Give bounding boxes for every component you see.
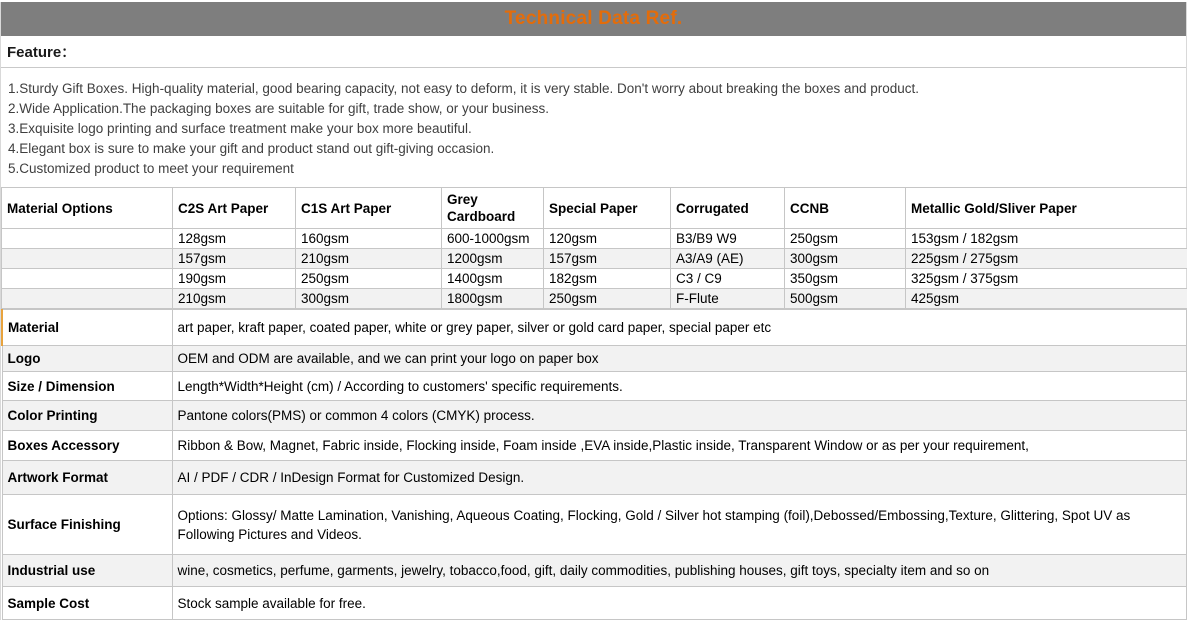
page-title: Technical Data Ref. <box>504 8 683 29</box>
table-cell: 1400gsm <box>442 269 544 289</box>
column-header-material-options: Material Options <box>2 188 173 229</box>
table-cell: 160gsm <box>296 229 442 249</box>
column-header-c1s-art-paper: C1S Art Paper <box>296 188 442 229</box>
table-cell: 350gsm <box>785 269 906 289</box>
table-row <box>2 229 1187 249</box>
table-cell: F-Flute <box>671 289 785 309</box>
spec-row-boxes-accessory <box>2 431 1187 461</box>
spec-label: Sample Cost <box>2 587 172 620</box>
column-header-c2s-art-paper: C2S Art Paper <box>173 188 296 229</box>
table-cell: 425gsm <box>906 289 1187 309</box>
table-cell: 210gsm <box>173 289 296 309</box>
table-cell: 157gsm <box>544 249 671 269</box>
spec-row-industrial-use <box>2 555 1187 587</box>
spec-value: Options: Glossy/ Matte Lamination, Vanishing, Aqueous Coating, Flocking, Gold / Silver hot stamping (foil),Debossed/Embossing,Texture, Glittering, Spot UV as Following Pictures and Videos. <box>172 495 1187 555</box>
column-header-grey-cardboard: Grey Cardboard <box>442 188 544 229</box>
table-cell: 190gsm <box>173 269 296 289</box>
spec-value: OEM and ODM are available, and we can print your logo on paper box <box>172 346 1187 372</box>
table-cell: A3/A9 (AE) <box>671 249 785 269</box>
spec-value: art paper, kraft paper, coated paper, white or grey paper, silver or gold card paper, special paper etc <box>172 310 1187 346</box>
feature-list <box>1 68 1186 187</box>
feature-heading: Feature： <box>1 36 1186 68</box>
table-row <box>2 289 1187 309</box>
spec-value: Length*Width*Height (cm) / According to customers' specific requirements. <box>172 372 1187 401</box>
table-cell <box>2 249 173 269</box>
table-cell <box>2 289 173 309</box>
materials-table <box>1 187 1187 309</box>
table-cell: 182gsm <box>544 269 671 289</box>
spec-label: Color Printing <box>2 401 172 431</box>
table-row <box>2 249 1187 269</box>
spec-row-color-printing <box>2 401 1187 431</box>
table-cell: B3/B9 W9 <box>671 229 785 249</box>
table-cell: 1800gsm <box>442 289 544 309</box>
table-cell: 1200gsm <box>442 249 544 269</box>
spec-row-material <box>2 310 1187 346</box>
spec-label: Size / Dimension <box>2 372 172 401</box>
feature-item: 2.Wide Application.The packaging boxes are suitable for gift, trade show, or your business. <box>8 101 550 116</box>
spec-row-surface-finishing <box>2 495 1187 555</box>
feature-item: 3.Exquisite logo printing and surface treatment make your box more beautiful. <box>8 121 472 136</box>
spec-table <box>1 309 1187 620</box>
table-cell: 225gsm / 275gsm <box>906 249 1187 269</box>
table-cell: 128gsm <box>173 229 296 249</box>
table-cell: 500gsm <box>785 289 906 309</box>
feature-item: 4.Elegant box is sure to make your gift and product stand out gift-giving occasion. <box>8 141 495 156</box>
spec-row-size-dimension <box>2 372 1187 401</box>
spec-value: Pantone colors(PMS) or common 4 colors (CMYK) process. <box>172 401 1187 431</box>
table-cell: C3 / C9 <box>671 269 785 289</box>
spec-value: Stock sample available for free. <box>172 587 1187 620</box>
table-cell: 325gsm / 375gsm <box>906 269 1187 289</box>
spec-value: wine, cosmetics, perfume, garments, jewelry, tobacco,food, gift, daily commodities, publishing houses, gift toys, specialty item and so on <box>172 555 1187 587</box>
column-header-ccnb: CCNB <box>785 188 906 229</box>
table-cell: 300gsm <box>296 289 442 309</box>
title-banner <box>1 2 1186 36</box>
materials-header-row <box>2 188 1187 229</box>
table-cell: 300gsm <box>785 249 906 269</box>
column-header-metallic-paper: Metallic Gold/Sliver Paper <box>906 188 1187 229</box>
feature-item: 5.Customized product to meet your requirement <box>8 161 294 176</box>
spec-row-logo <box>2 346 1187 372</box>
spec-row-artwork-format <box>2 461 1187 495</box>
feature-item: 1.Sturdy Gift Boxes. High-quality material, good bearing capacity, not easy to deform, it is very stable. Don't worry about breaking the boxes and product. <box>8 81 920 96</box>
table-cell: 250gsm <box>544 289 671 309</box>
table-row <box>2 269 1187 289</box>
spec-row-sample-cost <box>2 587 1187 620</box>
spec-value: Ribbon & Bow, Magnet, Fabric inside, Flocking inside, Foam inside ,EVA inside,Plastic inside, Transparent Window or as per your requirement, <box>172 431 1187 461</box>
table-cell: 120gsm <box>544 229 671 249</box>
table-cell: 250gsm <box>296 269 442 289</box>
page <box>0 2 1187 620</box>
column-header-special-paper: Special Paper <box>544 188 671 229</box>
column-header-corrugated: Corrugated <box>671 188 785 229</box>
table-cell <box>2 269 173 289</box>
spec-label: Material <box>2 310 172 346</box>
table-cell <box>2 229 173 249</box>
spec-label: Surface Finishing <box>2 495 172 555</box>
table-cell: 210gsm <box>296 249 442 269</box>
table-cell: 250gsm <box>785 229 906 249</box>
table-cell: 157gsm <box>173 249 296 269</box>
table-cell: 600-1000gsm <box>442 229 544 249</box>
spec-label: Industrial use <box>2 555 172 587</box>
spec-label: Boxes Accessory <box>2 431 172 461</box>
spec-label: Logo <box>2 346 172 372</box>
table-cell: 153gsm / 182gsm <box>906 229 1187 249</box>
spec-label: Artwork Format <box>2 461 172 495</box>
spec-value: AI / PDF / CDR / InDesign Format for Customized Design. <box>172 461 1187 495</box>
